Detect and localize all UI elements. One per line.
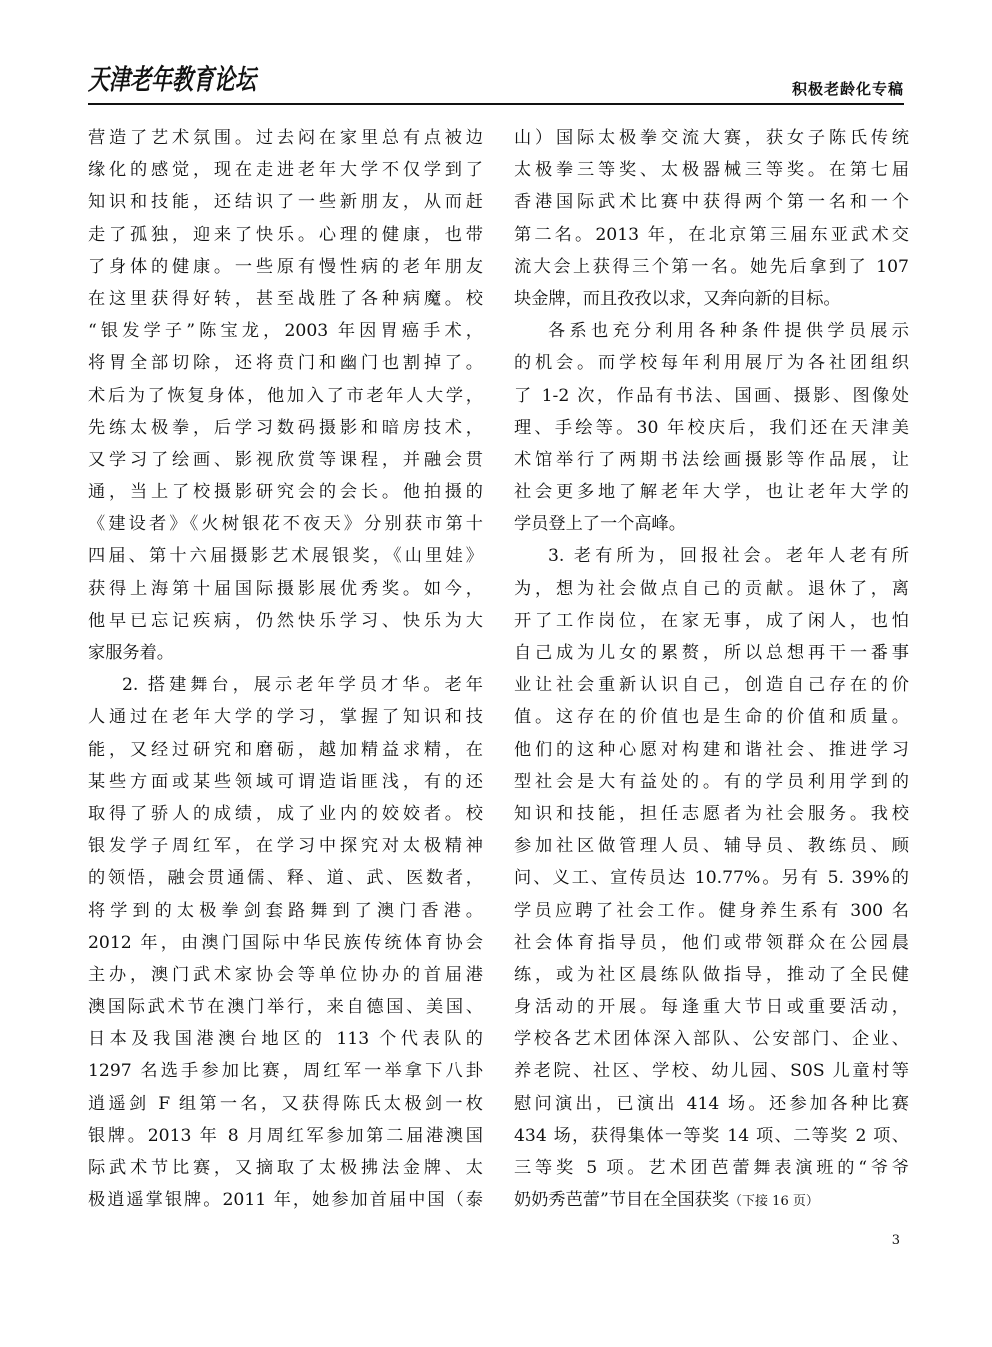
text-line: 知识和技能，还结识了一些新朋友，从而赶: [88, 192, 483, 213]
section-heading-line: 2. 搭建舞台，展示老年学员才华。老年: [122, 675, 483, 696]
text-line: 流大会上获得三个第一名。她先后拿到了 107: [514, 256, 909, 277]
text-line: 1297 名选手参加比赛，周红军一举拿下八卦: [88, 1061, 483, 1082]
text-line: 人通过在老年大学的学习，掌握了知识和技: [88, 707, 483, 728]
text-line: 了身体的健康。一些原有慢性病的老年朋友: [88, 256, 483, 277]
text-line: 走了孤独，迎来了快乐。心理的健康，也带: [88, 224, 483, 245]
left-column: [88, 122, 483, 1216]
text-line: [514, 1184, 909, 1216]
text-line: 际武术节比赛，又摘取了太极拂法金牌、太: [88, 1158, 483, 1178]
text-line: 太极拳三等奖、太极器械三等奖。在第七届: [514, 160, 909, 181]
text-line: 术后为了恢复身体，他加入了市老年人大学，: [88, 385, 483, 406]
right-column: [514, 122, 909, 1216]
journal-logo-text: 天津老年教育论坛: [87, 63, 259, 96]
text-line: 他们的这种心愿对构建和谐社会、推进学习: [514, 739, 909, 760]
text-line: 他早已忘记疾病，仍然快乐学习、快乐为大: [88, 610, 483, 631]
text-line: 业让社会重新认识自己，创造自己存在的价: [514, 675, 909, 696]
text-line: 身活动的开展。每逢重大节日或重要活动，: [514, 997, 909, 1018]
text-line: 的机会。而学校每年利用展厅为各社团组织: [514, 353, 909, 374]
text-line: 缘化的感觉，现在走进老年大学不仅学到了: [88, 160, 483, 181]
text-line: 值。这存在的价值也是生命的价值和质量。: [514, 707, 909, 728]
text-line: 香港国际武术比赛中获得两个第一名和一个: [514, 192, 909, 213]
text-line: 第二名。2013 年，在北京第三届东亚武术交: [514, 224, 909, 245]
text-line: 了 1-2 次，作品有书法、国画、摄影、图像处: [514, 385, 909, 406]
text-line: 又学习了绘画、影视欣赏等课程，并融会贯: [88, 449, 483, 470]
text-line: 自己成为儿女的累赘，所以总想再干一番事: [514, 643, 909, 663]
text-line: 为，想为社会做点自己的贡献。退休了，离: [514, 578, 909, 599]
text-line: 极逍遥掌银牌。2011 年，她参加首届中国（泰: [88, 1190, 483, 1211]
text-line: 练，或为社区晨练队做指导，推动了全民健: [514, 964, 909, 985]
text-line: 慰问演出，已演出 414 场。还参加各种比赛: [514, 1093, 909, 1114]
text-line: 学校各艺术团体深入部队、公安部门、企业、: [514, 1029, 909, 1050]
text-line: 主办，澳门武术家协会等单位协办的首届港: [88, 964, 483, 985]
text-line: 某些方面或某些领域可谓造诣匪浅，有的还: [88, 771, 483, 792]
text-line: 营造了艺术氛围。过去闷在家里总有点被边: [88, 128, 483, 148]
text-line: 取得了骄人的成绩，成了业内的姣姣者。校: [88, 803, 483, 824]
text-line: 型社会是大有益处的。有的学员利用学到的: [514, 771, 909, 792]
text-line: 学员应聘了社会工作。健身养生系有 300 名: [514, 900, 909, 921]
text-line: 山）国际太极拳交流大赛，获女子陈氏传统: [514, 128, 909, 148]
text-line: 的领悟，融会贯通儒、释、道、武、医数者，: [88, 868, 483, 889]
text-line: 理、手绘等。30 年校庆后，我们还在天津美: [514, 417, 909, 438]
text-line: 学员登上了一个高峰。: [514, 514, 686, 535]
text-line: 澳国际武术节在澳门举行，来自德国、美国、: [88, 997, 483, 1018]
text-line: 社会更多地了解老年大学，也让老年大学的: [514, 482, 909, 503]
text-line: 在这里获得好转，甚至战胜了各种病魔。校: [88, 288, 483, 309]
text-line: 养老院、社区、学校、幼儿园、S0S 儿童村等: [514, 1061, 909, 1082]
text-line: 术馆举行了两期书法绘画摄影等作品展，让: [514, 449, 909, 470]
text-line: 开了工作岗位，在家无事，成了闲人，也怕: [514, 610, 909, 631]
text-line: 434 场，获得集体一等奖 14 项、二等奖 2 项、: [514, 1125, 909, 1146]
text-line: 社会体育指导员，他们或带领群众在公园晨: [514, 932, 909, 953]
section-heading-line: 3. 老有所为，回报社会。老年人老有所: [548, 546, 909, 567]
text-line: 2012 年，由澳门国际中华民族传统体育协会: [88, 932, 483, 953]
header-rule: [88, 103, 904, 105]
section-title: 积极老龄化专稿: [791, 80, 904, 98]
text-line-content: 奶奶秀芭蕾”节目在全国获奖: [514, 1190, 730, 1211]
text-line: 获得上海第十届国际摄影展优秀奖。如今，: [88, 578, 483, 599]
text-line: 能，又经过研究和磨砺，越加精益求精，在: [88, 739, 483, 760]
text-line: 知识和技能，担任志愿者为社会服务。我校: [514, 803, 909, 824]
text-line: 块金牌，而且孜孜以求，又奔向新的目标。: [514, 288, 841, 309]
continuation-note: （下接 16 页）: [729, 1194, 819, 1210]
text-line: 参加社区做管理人员、辅导员、教练员、顾: [514, 836, 909, 857]
text-line: 问、义工、宣传员达 10.77%。另有 5. 39%的: [514, 868, 909, 889]
text-line: 银发学子周红军，在学习中探究对太极精神: [88, 836, 483, 857]
text-line: 银牌。2013 年 8 月周红军参加第二届港澳国: [88, 1125, 483, 1146]
text-line: 家服务着。: [88, 643, 174, 663]
page-number: 3: [891, 1233, 900, 1248]
text-line: “银发学子”陈宝龙，2003 年因胃癌手术，: [88, 321, 483, 342]
text-line: 日本及我国港澳台地区的 113 个代表队的: [88, 1029, 483, 1050]
journal-logo: [88, 58, 258, 98]
text-line: 《建设者》《火树银花不夜天》分别获市第十: [88, 514, 483, 535]
text-line: 将胃全部切除，还将贲门和幽门也割掉了。: [88, 353, 483, 374]
text-line: 逍遥剑 F 组第一名，又获得陈氏太极剑一枚: [88, 1093, 483, 1114]
text-line: 先练太极拳，后学习数码摄影和暗房技术，: [88, 417, 483, 438]
text-line: 各系也充分利用各种条件提供学员展示: [548, 321, 909, 342]
text-line: 三等奖 5 项。艺术团芭蕾舞表演班的“爷爷: [514, 1158, 909, 1178]
text-line: 四届、第十六届摄影艺术展银奖，《山里娃》: [88, 546, 483, 567]
text-line: 通，当上了校摄影研究会的会长。他拍摄的: [88, 482, 483, 503]
text-line: 将学到的太极拳剑套路舞到了澳门香港。: [88, 900, 483, 921]
